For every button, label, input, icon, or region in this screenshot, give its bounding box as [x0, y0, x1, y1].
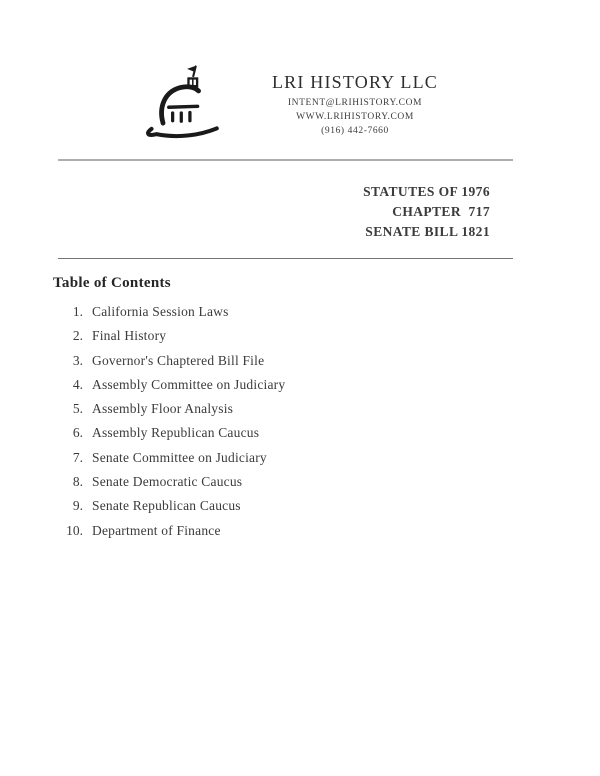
toc-item	[56, 523, 476, 547]
toc-item-number: 10.	[66, 522, 83, 538]
toc-item-number: 4.	[72, 376, 83, 392]
toc-item-label: Senate Committee on Judiciary	[92, 449, 267, 465]
company-email: INTENT@LRIHISTORY.COM	[287, 98, 423, 108]
toc-list	[56, 304, 476, 547]
divider-bottom	[58, 258, 513, 259]
company-name: LRI HISTORY LLC	[271, 72, 438, 92]
toc-item-label: Final History	[92, 328, 167, 344]
letterhead	[0, 60, 600, 142]
toc-item-label: Department of Finance	[92, 522, 221, 538]
toc-item-number: 1.	[72, 304, 83, 319]
toc-item	[56, 401, 476, 425]
toc-item-label: Senate Republican Caucus	[92, 498, 241, 514]
toc-item	[56, 498, 476, 522]
divider-top	[58, 159, 513, 161]
company-phone: (916) 442-7660	[321, 126, 389, 136]
toc-item-number: 5.	[72, 401, 83, 417]
senate-bill-line: SENATE BILL 1821	[365, 224, 490, 239]
toc-item-number: 3.	[72, 352, 83, 368]
toc-item	[56, 377, 476, 401]
capitol-dome-logo-icon	[140, 62, 236, 142]
toc-item-label: Governor's Chaptered Bill File	[92, 352, 265, 368]
toc-item	[56, 425, 476, 449]
letterhead-text	[250, 60, 460, 138]
toc-item-label: Senate Democratic Caucus	[92, 474, 243, 490]
toc-item	[56, 450, 476, 474]
chapter-line: CHAPTER 717	[392, 204, 490, 219]
toc-item	[56, 353, 476, 377]
toc-item-number: 7.	[72, 449, 83, 465]
toc-item	[56, 304, 476, 328]
toc-item	[56, 474, 476, 498]
toc-item	[56, 328, 476, 352]
company-website: WWW.LRIHISTORY.COM	[296, 112, 414, 122]
toc-item-label: Assembly Floor Analysis	[92, 401, 234, 417]
toc-item-number: 8.	[72, 474, 83, 490]
toc-item-number: 2.	[72, 328, 83, 344]
toc-item-label: California Session Laws	[92, 304, 229, 319]
toc-item-label: Assembly Republican Caucus	[92, 425, 260, 441]
statute-reference-block	[363, 182, 490, 242]
toc-item-label: Assembly Committee on Judiciary	[92, 376, 286, 392]
toc-title: Table of Contents	[53, 275, 171, 291]
toc-item-number: 6.	[72, 425, 83, 441]
toc-item-number: 9.	[72, 498, 83, 514]
statutes-line: STATUTES OF 1976	[363, 184, 490, 199]
